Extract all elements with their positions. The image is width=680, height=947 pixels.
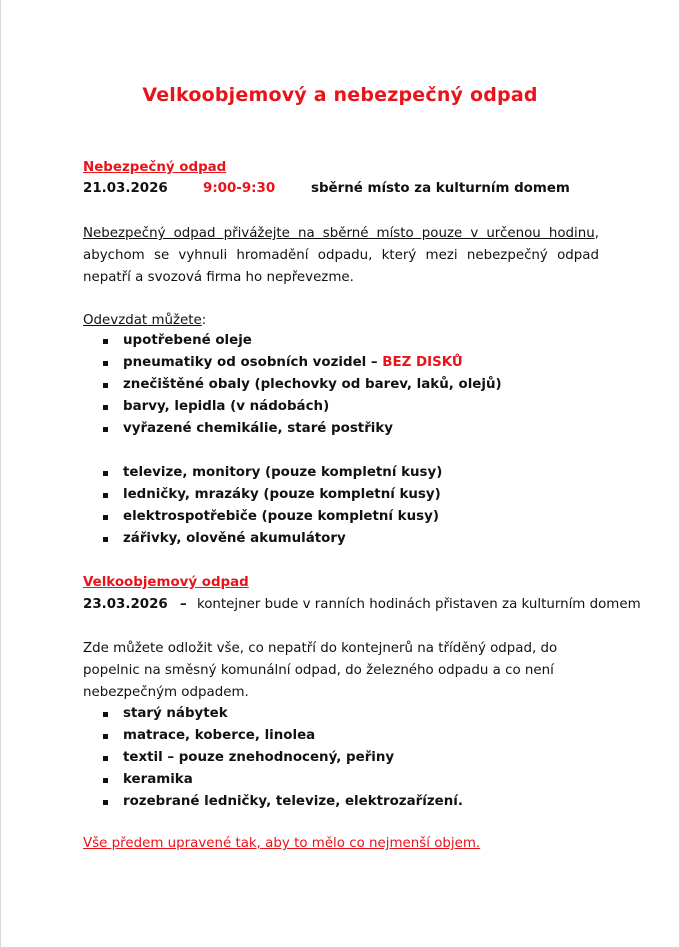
hazardous-paragraph-emphasis: Nebezpečný odpad přivážejte na sběrné místo pouze v určenou hodinu	[83, 226, 595, 241]
list-item	[101, 352, 502, 374]
list-item: upotřebené oleje	[101, 330, 502, 352]
hazardous-list-b	[101, 462, 442, 550]
hazardous-paragraph	[83, 223, 599, 289]
hazardous-place: sběrné místo za kulturním domem	[311, 181, 570, 196]
bulky-schedule	[83, 597, 641, 612]
hazardous-paragraph-rest: , abychom se vyhnuli hromadění odpadu, který mezi nebezpečný odpad nepatří a svozová firma ho nepřevezme.	[83, 226, 599, 285]
list-intro-text: Odevzdat můžete	[83, 313, 202, 328]
list-item: televize, monitory (pouze kompletní kusy)	[101, 462, 442, 484]
list-item: zářivky, olověné akumulátory	[101, 528, 442, 550]
list-item: elektrospotřebiče (pouze kompletní kusy)	[101, 506, 442, 528]
list-item: keramika	[101, 769, 463, 791]
hazardous-schedule	[83, 181, 570, 196]
list-item: matrace, koberce, linolea	[101, 725, 463, 747]
page-title: Velkoobjemový a nebezpečný odpad	[142, 84, 538, 106]
list-item: rozebrané ledničky, televize, elektrozařízení.	[101, 791, 463, 813]
bulky-list	[101, 703, 463, 813]
list-item: ledničky, mrazáky (pouze kompletní kusy)	[101, 484, 442, 506]
list-item: starý nábytek	[101, 703, 463, 725]
hazardous-list-intro	[83, 313, 206, 328]
list-item: barvy, lepidla (v nádobách)	[101, 396, 502, 418]
bulky-heading: Velkoobjemový odpad	[83, 575, 249, 590]
hazardous-date: 21.03.2026	[83, 181, 168, 196]
list-item: vyřazené chemikálie, staré postřiky	[101, 418, 502, 440]
bulky-paragraph: Zde můžete odložit vše, co nepatří do kontejnerů na tříděný odpad, do popelnic na směsný komunální odpad, do železného odpadu a co není nebezpečným odpadem.	[83, 641, 558, 700]
hazardous-list-a	[101, 330, 502, 440]
hazardous-time: 9:00-9:30	[203, 181, 276, 196]
bulky-dash: –	[179, 597, 187, 612]
list-item: znečištěné obaly (plechovky od barev, laků, olejů)	[101, 374, 502, 396]
list-intro-colon: :	[201, 313, 207, 328]
hazardous-heading: Nebezpečný odpad	[83, 160, 227, 175]
closing-note: Vše předem upravené tak, aby to mělo co nejmenší objem.	[83, 836, 481, 851]
tires-note: BEZ DISKŮ	[382, 355, 463, 370]
bulky-date: 23.03.2026	[83, 597, 168, 612]
list-item-text: pneumatiky od osobních vozidel –	[123, 355, 383, 370]
list-item: textil – pouze znehodnocený, peřiny	[101, 747, 463, 769]
bulky-note: kontejner bude v ranních hodinách přistaven za kulturním domem	[196, 597, 641, 612]
